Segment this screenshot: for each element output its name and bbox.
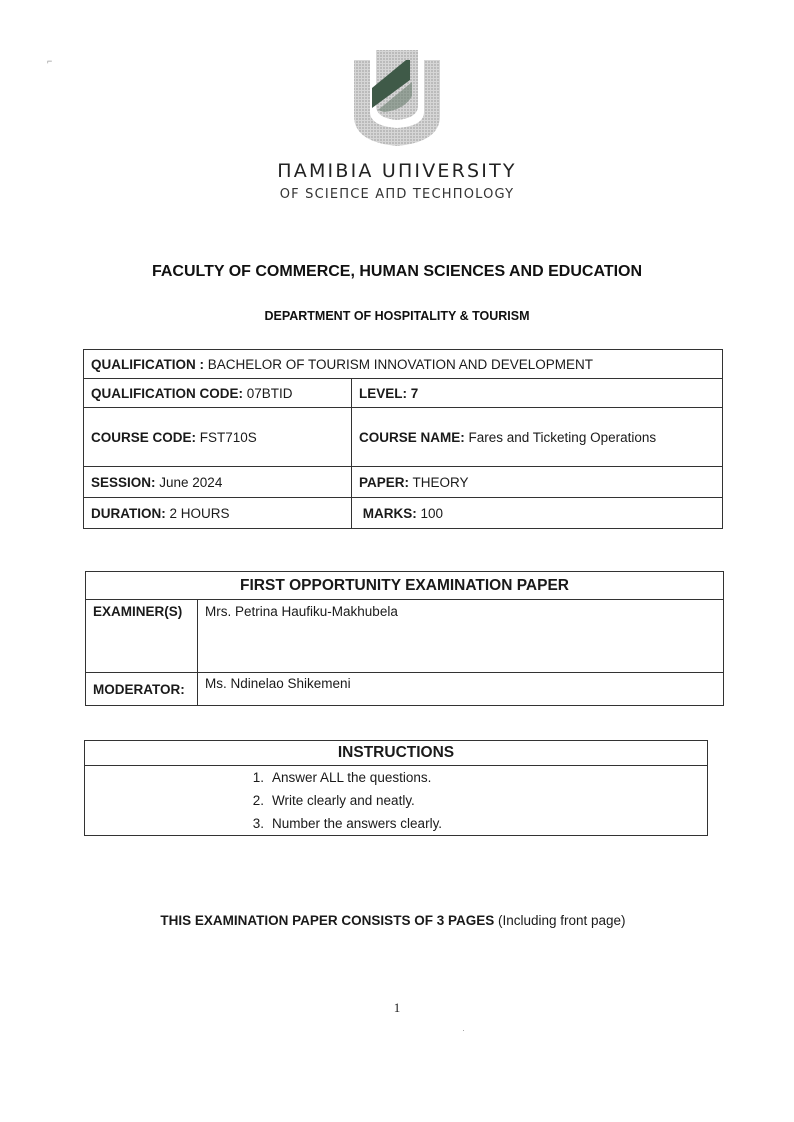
level-cell: LEVEL: 7 xyxy=(352,379,723,408)
page-count-note: THIS EXAMINATION PAPER CONSISTS OF 3 PAGES (Including front page) xyxy=(160,913,626,928)
list-item: 1. Answer ALL the questions. xyxy=(252,770,432,785)
instructions-body xyxy=(85,766,708,836)
instructions-title: INSTRUCTIONS xyxy=(85,741,708,766)
faculty-title: FACULTY OF COMMERCE, HUMAN SCIENCES AND EDUCATION xyxy=(151,263,643,280)
scan-speck: ⌐ xyxy=(47,56,53,66)
duration-cell: DURATION: 2 HOURS xyxy=(84,498,352,529)
university-logo-icon xyxy=(350,46,444,148)
list-item: 3. Number the answers clearly. xyxy=(252,816,443,831)
examiner-value: Mrs. Petrina Haufiku-Makhubela xyxy=(198,600,724,673)
examiner-label: EXAMINER(S) xyxy=(86,600,198,673)
qualification-cell: QUALIFICATION : BACHELOR OF TOURISM INNOVATION AND DEVELOPMENT xyxy=(84,350,723,379)
paper-cell: PAPER: THEORY xyxy=(352,467,723,498)
instructions-table xyxy=(84,740,708,836)
qualification-code-cell: QUALIFICATION CODE: 07BTID xyxy=(84,379,352,408)
course-info-table xyxy=(83,349,723,529)
course-name-cell: COURSE NAME: Fares and Ticketing Operations xyxy=(352,408,723,467)
course-code-cell: COURSE CODE: FST710S xyxy=(84,408,352,467)
instructions-list xyxy=(85,766,707,835)
examination-table xyxy=(85,571,724,706)
university-subtitle: OF SCIEПCE AПD TECHПOLOGY xyxy=(279,187,515,202)
moderator-value: Ms. Ndinelao Shikemeni xyxy=(198,673,724,706)
list-item: 2. Write clearly and neatly. xyxy=(252,793,415,808)
page-number: 1 xyxy=(393,1000,401,1015)
session-cell: SESSION: June 2024 xyxy=(84,467,352,498)
moderator-label: MODERATOR: xyxy=(86,673,198,706)
marks-cell: MARKS: 100 xyxy=(352,498,723,529)
university-name: ПAMIBIA UПIVERSITY xyxy=(277,160,517,182)
scan-speck: · xyxy=(462,1025,465,1035)
department-title: DEPARTMENT OF HOSPITALITY & TOURISM xyxy=(264,309,530,323)
exam-title: FIRST OPPORTUNITY EXAMINATION PAPER xyxy=(86,572,724,600)
